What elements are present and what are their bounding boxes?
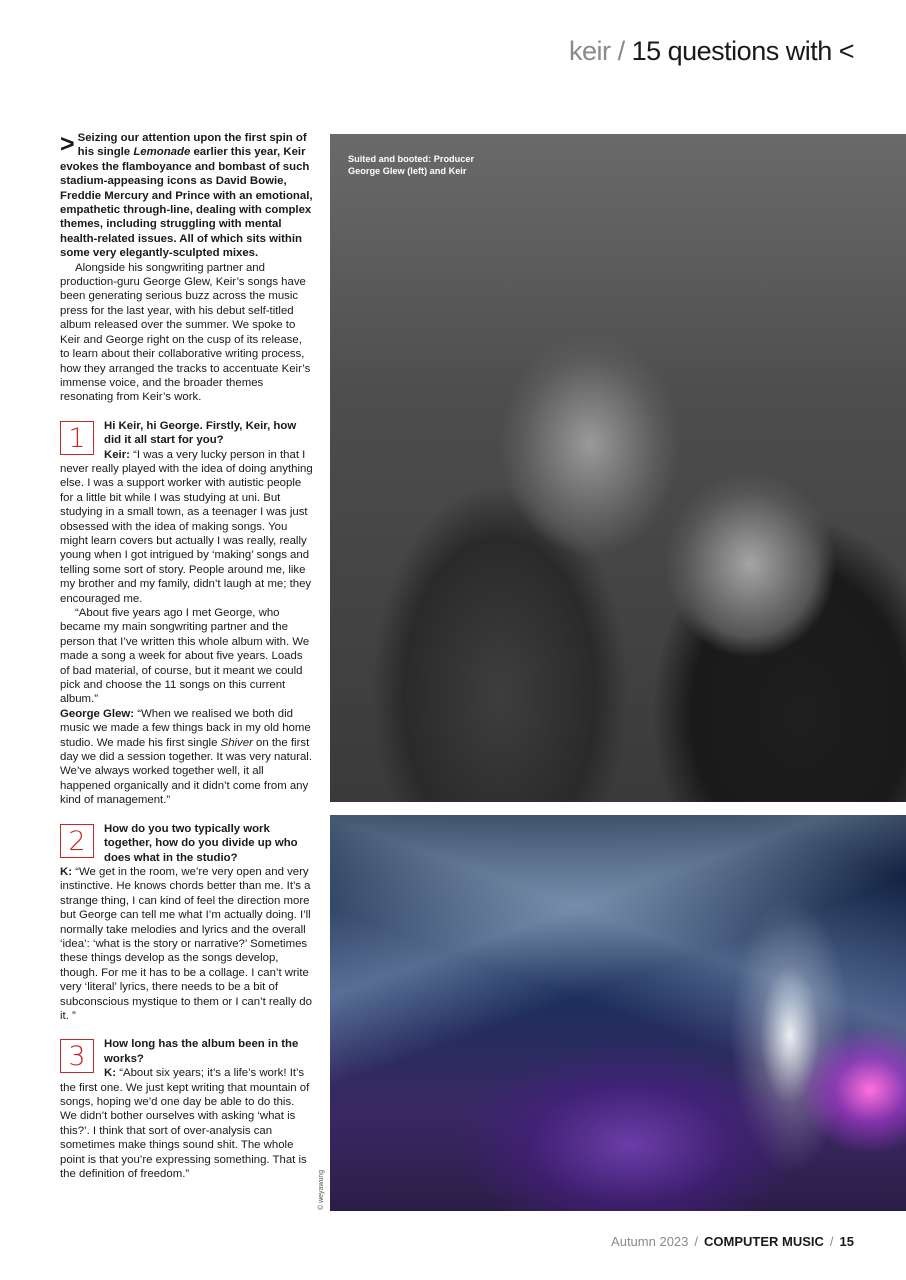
question-text: How do you two typically work together, how do you divide up who does what in the studio? <box>104 822 298 864</box>
question-text: How long has the album been in the works? <box>104 1038 299 1065</box>
question-text: Hi Keir, hi George. Firstly, Keir, how did it all start for you? <box>104 419 297 447</box>
portrait-photo <box>330 134 906 802</box>
intro-text-1: Seizing our attention upon the first spin of his single <box>77 132 307 159</box>
question-2 <box>60 822 313 1024</box>
speaker-label: K: <box>104 1067 117 1080</box>
concert-photo <box>330 815 906 1211</box>
question-number-badge: 1 <box>60 421 94 455</box>
answer-paragraph <box>60 865 313 1023</box>
speaker-label: Keir: <box>104 448 130 461</box>
question-number-badge: 3 <box>60 1039 94 1073</box>
footer-separator: / <box>694 1234 699 1249</box>
answer-text: on the first day we did a session together. It was very natural. We’ve always worked together well, it all happened organically and it didn’t come from any kind of management.” <box>60 736 312 807</box>
header-section: keir <box>569 36 611 66</box>
page-footer <box>611 1234 854 1249</box>
intro-single-title: Lemonade <box>133 146 191 159</box>
photo-caption: Suited and booted: Producer George Glew (left) and Keir <box>348 154 475 176</box>
page-header <box>569 36 854 67</box>
footer-magazine: COMPUTER MUSIC <box>704 1234 824 1249</box>
answer-text: “I was a very lucky person in that I never really played with the idea of doing anything else. I was a support worker with autistic people for a little bit while I was studying at uni. But studying in a small town, as a teenager I was just obsessed with the idea of making songs. You might learn covers but actually I was really, really young when I got intrigued by ‘making’ songs and telling some sort of story. People around me, like my brother and my family, didn’t laugh at me; they encouraged me. <box>60 448 313 605</box>
header-title: 15 questions with < <box>631 36 854 66</box>
question-number-badge: 2 <box>60 824 94 858</box>
speaker-label: K: <box>60 865 73 878</box>
intro-arrow: > <box>60 130 75 158</box>
intro-paragraph <box>60 131 313 261</box>
speaker-label: George Glew: <box>60 707 135 720</box>
header-separator: / <box>617 36 625 66</box>
photo-credit: © weyawung <box>318 1169 325 1210</box>
answer-text: “About six years; it’s a life’s work! It’s the first one. We just kept writing that mountain of songs, hoping we’d one day be able to do this. We didn’t bother ourselves with asking ‘what is this?’. I think that sort of over-analysis can sometimes make things sound shit. The whole point is that you’re expressing something. That is the definition of freedom.” <box>60 1067 310 1181</box>
question-1 <box>60 419 313 808</box>
answer-paragraph <box>60 448 313 606</box>
answer-text: “When we realised we both did music we made a few things back in my old home studio. We made his first single <box>60 707 311 749</box>
question-3 <box>60 1037 313 1181</box>
footer-separator: / <box>829 1234 834 1249</box>
page-number: 15 <box>839 1234 854 1249</box>
intro-paragraph-2: Alongside his songwriting partner and production-guru George Glew, Keir’s songs have been generating serious buzz across the music press for the last year, with his debut self-titled album released over the summer. We spoke to Keir and George right on the cusp of its release, to learn about their collaborative writing process, how they arranged the tracks to accentuate Keir’s immense voice, and the broader themes resonating from Keir’s work. <box>60 261 311 404</box>
answer-paragraph <box>60 1066 313 1181</box>
footer-season: Autumn 2023 <box>611 1234 689 1249</box>
answer-paragraph-2: “About five years ago I met George, who became my main songwriting partner and the person that I’ve written this whole album with. We made a song a week for about five years. Loads of bad material, of course, but it meant we could pick and choose the 11 songs on this current album.” <box>60 607 310 706</box>
answer-text: “We get in the room, we’re very open and very instinctive. He knows chords better than me. It’s a strange thing, I can kind of feel the direction more but George can tell me what I’m actually doing. I’ll normally take melodies and lyrics and the overall ‘idea’: ‘what is the story or narrative?’ Sometimes these things develop as the songs develop, though. For me it has to be a collage. I can’t write very ‘literal’ lyrics, there needs to be a bit of subconscious mystique to them or I can’t really do it. ” <box>60 865 312 1022</box>
single-title: Shiver <box>220 736 253 749</box>
article-column <box>60 131 313 1181</box>
intro-text-2: earlier this year, Keir evokes the flamboyance and bombast of such stadium-appeasing icons as David Bowie, Freddie Mercury and Prince with an emotional, empathetic through-line, dealing with complex themes, including struggling with mental health-related issues. All of which sits within some very elegantly-sculpted mixes. <box>60 146 313 260</box>
answer-paragraph-3 <box>60 707 313 808</box>
